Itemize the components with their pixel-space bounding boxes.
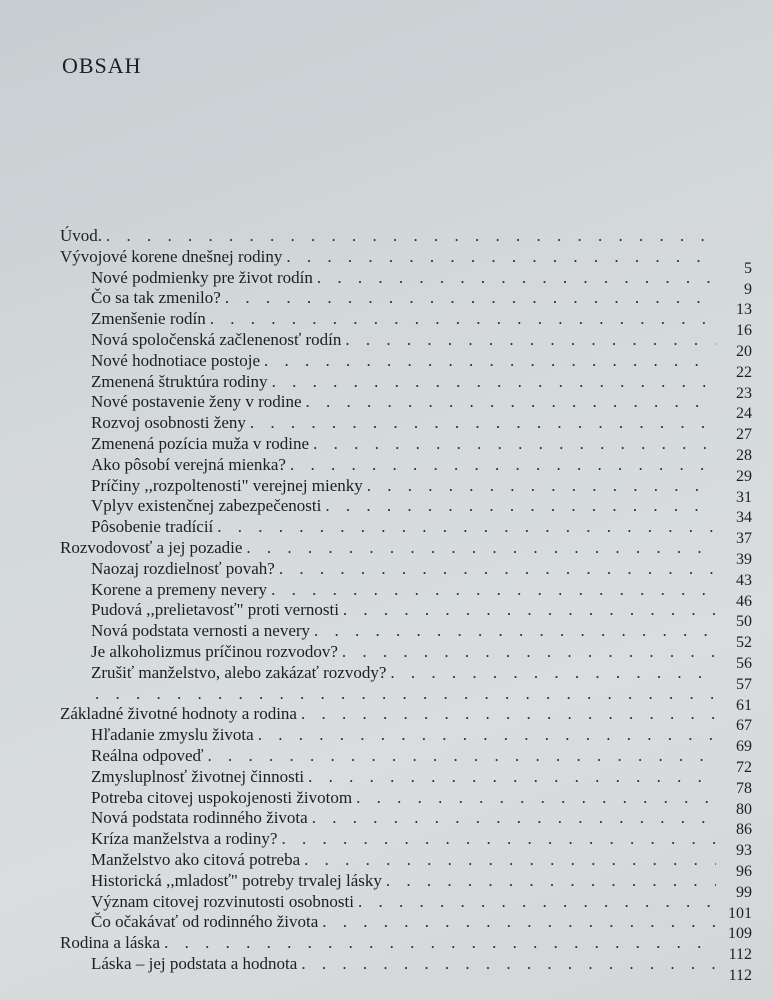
- dot-leader: [322, 912, 716, 933]
- toc-entry-page-number: 16: [736, 322, 752, 340]
- dot-leader: [290, 455, 716, 476]
- toc-entry-page-number: 80: [736, 800, 752, 818]
- dot-leader: [95, 684, 716, 705]
- toc-entry-title: Rozvoj osobnosti ženy: [91, 413, 246, 433]
- toc-entry-page-number: 31: [736, 488, 752, 506]
- toc-entry-page-number: 52: [736, 634, 752, 652]
- dot-leader: [258, 725, 716, 746]
- toc-entry-title: Nová podstata rodinného života: [91, 808, 308, 828]
- toc-entry-page-number: 99: [736, 883, 752, 901]
- toc-entry-page-number: 96: [736, 862, 752, 880]
- dot-leader: [358, 892, 716, 913]
- toc-entry-title: Naozaj rozdielnosť povah?: [91, 558, 275, 578]
- toc-entry-title: Reálna odpoveď: [91, 745, 204, 765]
- dot-leader: [356, 788, 716, 809]
- toc-entry-title: Potreba citovej uspokojenosti životom: [91, 787, 353, 807]
- dot-leader: [306, 392, 716, 413]
- toc-entry-title: Zmysluplnosť životnej činnosti: [91, 766, 305, 786]
- dot-leader: [207, 746, 716, 767]
- toc-entry-page-number: 101: [728, 904, 752, 922]
- toc-entry-title: Láska – jej podstata a hodnota: [91, 953, 298, 973]
- dot-leader: [386, 871, 716, 892]
- toc-entry-title: Korene a premeny nevery: [91, 579, 268, 599]
- dot-leader: [264, 351, 716, 372]
- toc-entry-page-number: 9: [744, 280, 752, 298]
- toc-entry: [60, 953, 752, 984]
- toc-entry-page-number: 112: [728, 966, 752, 984]
- dot-leader: [301, 954, 716, 975]
- toc-entry-page-number: 34: [736, 509, 752, 527]
- toc-entry-page-number: 86: [736, 821, 752, 839]
- toc-entry-title: Vplyv existenčnej zabezpečenosti: [91, 496, 322, 516]
- dot-leader: [390, 663, 716, 684]
- dot-leader: [279, 559, 716, 580]
- toc-entry-title: Význam citovej rozvinutosti osobnosti: [91, 891, 354, 911]
- toc-entry-title: Zmenená pozícia muža v rodine: [91, 433, 310, 453]
- toc-entry-page-number: 72: [736, 758, 752, 776]
- dot-leader: [313, 434, 716, 455]
- dot-leader: [343, 600, 716, 621]
- dot-leader: [217, 517, 716, 538]
- toc-entry-page-number: 28: [736, 446, 752, 464]
- dot-leader: [367, 476, 716, 497]
- dot-leader: [286, 247, 716, 268]
- toc-entry-page-number: 46: [736, 592, 752, 610]
- toc-entry-title: Základné životné hodnoty a rodina: [60, 704, 297, 724]
- toc-entry-title: Je alkoholizmus príčinou rozvodov?: [91, 641, 338, 661]
- toc-entry-page-number: 27: [736, 426, 752, 444]
- dot-leader: [246, 538, 716, 559]
- dot-leader: [317, 268, 716, 289]
- dot-leader: [250, 413, 716, 434]
- dot-leader: [345, 330, 716, 351]
- dot-leader: [342, 642, 716, 663]
- toc-entry-title: Nová spoločenská začlenenosť rodín: [91, 329, 342, 349]
- toc-entry-title: Zmenená štruktúra rodiny: [91, 371, 268, 391]
- toc-entry-title: Čo sa tak zmenilo?: [91, 288, 221, 308]
- toc-entry-title: Nové postavenie ženy v rodine: [91, 392, 302, 412]
- toc-entry-page-number: 69: [736, 738, 752, 756]
- toc-entry-title: Kríza manželstva a rodiny?: [91, 829, 278, 849]
- dot-leader: [106, 226, 716, 247]
- page-title: OBSAH: [62, 52, 142, 78]
- toc-entry-page-number: 50: [736, 613, 752, 631]
- toc-entry-title: Pudová ,,prelietavosť" proti vernosti: [91, 600, 339, 620]
- dot-leader: [225, 288, 716, 309]
- toc-entry-title: Nová podstata vernosti a nevery: [91, 621, 311, 641]
- dot-leader: [325, 496, 716, 517]
- dot-leader: [272, 372, 716, 393]
- toc-entry: [60, 226, 752, 247]
- dot-leader: [301, 704, 716, 725]
- toc-entry-page-number: 57: [736, 675, 752, 693]
- toc-entry-page-number: 61: [736, 696, 752, 714]
- toc-entry-title: Rozvodovosť a jej pozadie: [60, 537, 243, 557]
- toc-entry-page-number: 78: [736, 779, 752, 797]
- toc-entry-page-number: 5: [744, 259, 752, 277]
- toc-entry: [60, 662, 752, 693]
- toc-entry-page-number: 39: [736, 550, 752, 568]
- toc-entry-title: Ako pôsobí verejná mienka?: [91, 454, 286, 474]
- dot-leader: [281, 829, 716, 850]
- dot-leader: [210, 309, 716, 330]
- toc-entry-page-number: 43: [736, 571, 752, 589]
- toc-entry-page-number: 23: [736, 384, 752, 402]
- toc-entry-page-number: 29: [736, 467, 752, 485]
- toc-entry-title: Zrušiť manželstvo, alebo zakázať rozvody?: [91, 662, 387, 682]
- toc-entry-title: Pôsobenie tradícií: [91, 517, 214, 537]
- toc-entry-title: Historická ,,mladosť" potreby trvalej lásky: [91, 870, 382, 890]
- toc-entry-title: Čo očakávať od rodinného života: [91, 912, 319, 932]
- toc-entry-title: Úvod.: [60, 226, 103, 245]
- dot-leader: [312, 808, 716, 829]
- toc-entry-title: Nové podmienky pre život rodín: [91, 267, 313, 287]
- toc-entry-title: Manželstvo ako citová potreba: [91, 849, 301, 869]
- dot-leader: [164, 933, 716, 954]
- dot-leader: [308, 767, 716, 788]
- toc-entry-title: Nové hodnotiace postoje: [91, 350, 261, 370]
- toc-entry-page-number: 67: [736, 717, 752, 735]
- toc-entry-page-number: 13: [736, 301, 752, 319]
- toc-entry-title: Príčiny ,,rozpoltenosti" verejnej mienky: [91, 475, 363, 495]
- toc-entry-page-number: 20: [736, 342, 752, 360]
- dot-leader: [271, 580, 716, 601]
- table-of-contents: [60, 226, 752, 984]
- toc-entry-page-number: 37: [736, 530, 752, 548]
- toc-entry-page-number: 56: [736, 654, 752, 672]
- toc-entry-title: Zmenšenie rodín: [91, 309, 206, 329]
- dot-leader: [304, 850, 716, 871]
- toc-entry-page-number: 112: [728, 946, 752, 964]
- toc-entry-page-number: 22: [736, 363, 752, 381]
- toc-entry-page-number: 93: [736, 842, 752, 860]
- toc-entry-page-number: 24: [736, 405, 752, 423]
- toc-entry-page-number: 109: [728, 925, 752, 943]
- dot-leader: [314, 621, 716, 642]
- toc-entry-title: Vývojové korene dnešnej rodiny: [60, 246, 283, 266]
- toc-entry-title: Rodina a láska: [60, 933, 161, 953]
- toc-entry-title: Hľadanie zmyslu života: [91, 725, 254, 745]
